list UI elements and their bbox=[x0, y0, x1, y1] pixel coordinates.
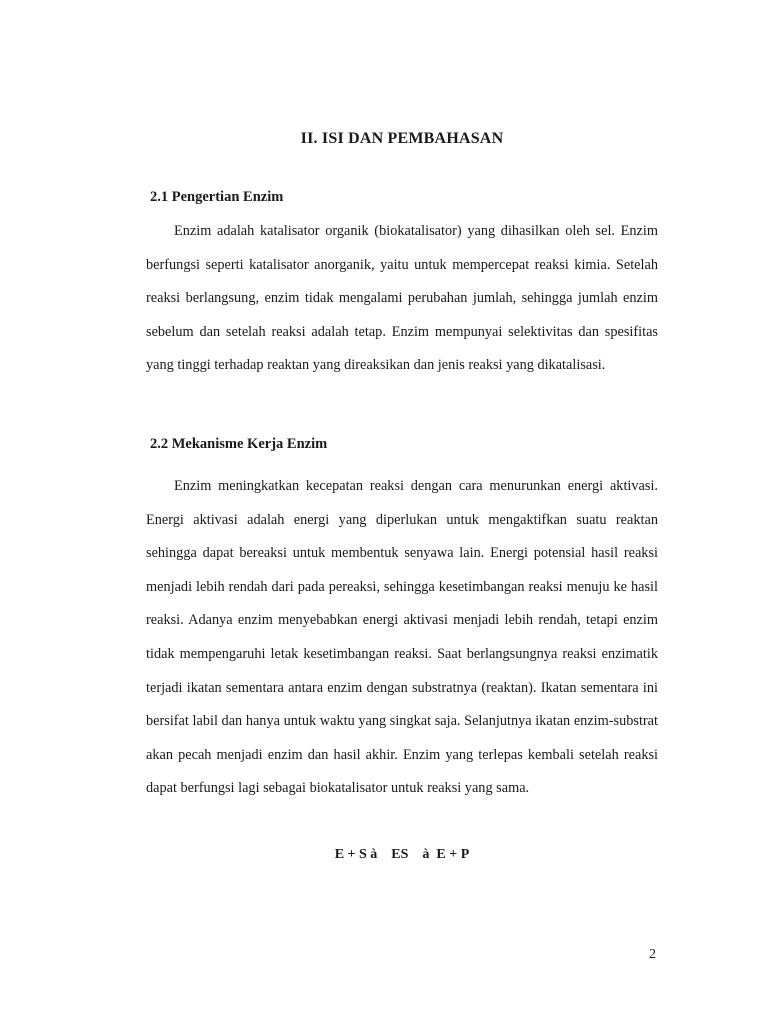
section-heading-2-2: 2.2 Mekanisme Kerja Enzim bbox=[150, 436, 328, 452]
paragraph-mekanisme-kerja-enzim: Enzim meningkatkan kecepatan reaksi dengan cara menurunkan energi aktivasi. Energi aktivasi adalah energi yang diperlukan untuk mengaktifkan suatu reaktan sehingga dapat bereaksi untuk membentuk senyawa lain. Energi potensial hasil reaksi menjadi lebih rendah dari pada pereaksi, sehingga kesetimbangan reaksi menuju ke hasil reaksi. Adanya enzim menyebabkan energi aktivasi menjadi lebih rendah, tetapi enzim tidak mempengaruhi letak kesetimbangan reaksi. Saat berlangsungnya reaksi enzimatik terjadi ikatan sementara antara enzim dengan substratnya (reaktan). Ikatan sementara ini bersifat labil dan hanya untuk waktu yang singkat saja. Selanjutnya ikatan enzim-substrat akan pecah menjadi enzim dan hasil akhir. Enzim yang terlepas kembali setelah reaksi dapat berfungsi lagi sebagai biokatalisator untuk reaksi yang sama. bbox=[146, 478, 658, 797]
chapter-title: II. ISI DAN PEMBAHASAN bbox=[300, 130, 504, 147]
section-heading-2-1: 2.1 Pengertian Enzim bbox=[150, 189, 284, 205]
page-number: 2 bbox=[649, 947, 656, 962]
paragraph-pengertian-enzim: Enzim adalah katalisator organik (biokatalisator) yang dihasilkan oleh sel. Enzim berfungsi seperti katalisator anorganik, yaitu untuk mempercepat reaksi kimia. Setelah reaksi berlangsung, enzim tidak mengalami perubahan jumlah, sehingga jumlah enzim sebelum dan setelah reaksi adalah tetap. Enzim mempunyai selektivitas dan spesifitas yang tinggi terhadap reaktan yang direaksikan dan jenis reaksi yang dikatalisasi. bbox=[146, 223, 658, 374]
reaction-equation: E + S à ES à E + P bbox=[334, 847, 470, 862]
